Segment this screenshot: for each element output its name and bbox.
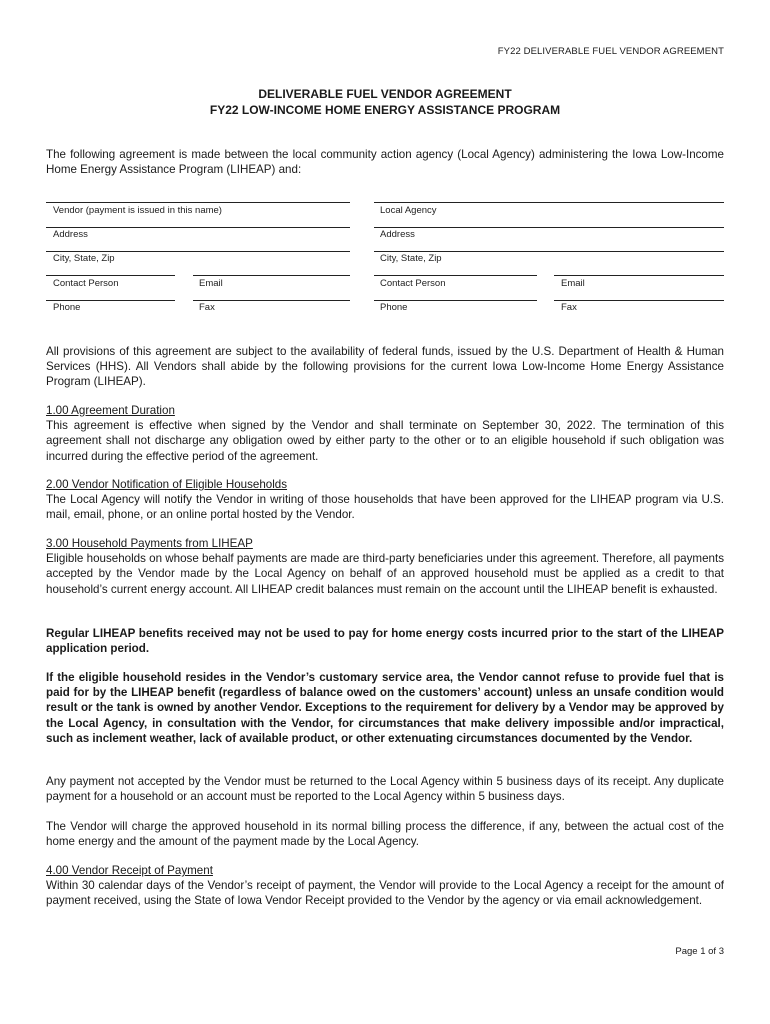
section-1-heading: 1.00 Agreement Duration — [46, 404, 175, 417]
section-3-paragraph-4: The Vendor will charge the approved household in its normal billing process the difference, if any, between the actual cost of the home energy and the amount of the payment made by the Local Agency. — [46, 820, 724, 849]
running-header: FY22 DELIVERABLE FUEL VENDOR AGREEMENT — [497, 46, 724, 57]
section-4-heading: 4.00 Vendor Receipt of Payment — [46, 864, 213, 877]
section-2-body: The Local Agency will notify the Vendor in writing of those households that have been approved for the LIHEAP program via U.S. mail, email, phone, or an online portal hosted by the Vendor. — [46, 493, 724, 522]
vendor-phone-label: Phone — [53, 302, 81, 313]
document-subtitle: FY22 LOW-INCOME HOME ENERGY ASSISTANCE PROGRAM — [209, 103, 561, 117]
agency-name-label: Local Agency — [380, 205, 437, 216]
agency-email-label: Email — [561, 278, 585, 289]
agency-phone-line[interactable] — [374, 300, 537, 301]
document-title: DELIVERABLE FUEL VENDOR AGREEMENT — [258, 87, 512, 101]
section-1-body: This agreement is effective when signed by the Vendor and shall terminate on September 30, 2022. The termination of this agreement shall not discharge any obligation owed by either party to the other or to an eligible household if such obligation was incurred during the effective period of the agreement. — [46, 419, 724, 463]
agency-fax-label: Fax — [561, 302, 577, 313]
section-4 — [46, 863, 724, 909]
page-number: Page 1 of 3 — [675, 946, 724, 957]
agency-phone-label: Phone — [380, 302, 408, 313]
agency-address-label: Address — [380, 229, 415, 240]
vendor-address-line[interactable] — [46, 227, 350, 228]
agency-city-line[interactable] — [374, 251, 724, 252]
vendor-city-line[interactable] — [46, 251, 350, 252]
agency-contact-label: Contact Person — [380, 278, 446, 289]
agency-address-line[interactable] — [374, 227, 724, 228]
vendor-contact-line[interactable] — [46, 275, 175, 276]
provisions-paragraph: All provisions of this agreement are subject to the availability of federal funds, issued by the U.S. Department of Health & Human Services (HHS). All Vendors shall abide by the following provisions for the current Iowa Low-Income Home Energy Assistance Program (LIHEAP). — [46, 345, 724, 389]
vendor-fax-label: Fax — [199, 302, 215, 313]
vendor-address-label: Address — [53, 229, 88, 240]
vendor-contact-label: Contact Person — [53, 278, 119, 289]
section-2-heading: 2.00 Vendor Notification of Eligible Households — [46, 478, 288, 491]
section-3 — [46, 536, 724, 597]
agency-email-line[interactable] — [554, 275, 724, 276]
vendor-email-label: Email — [199, 278, 223, 289]
vendor-name-line[interactable] — [46, 202, 350, 203]
vendor-city-label: City, State, Zip — [53, 253, 115, 264]
agency-contact-line[interactable] — [374, 275, 537, 276]
agency-name-line[interactable] — [374, 202, 724, 203]
agency-fax-line[interactable] — [554, 300, 724, 301]
section-3-paragraph-3: Any payment not accepted by the Vendor must be returned to the Local Agency within 5 business days of its receipt. Any duplicate payment for a household or an account must be reported to the Local Agency within 5 business days. — [46, 775, 724, 804]
vendor-name-label: Vendor (payment is issued in this name) — [53, 205, 222, 216]
section-3-bold-note-1: Regular LIHEAP benefits received may not be used to pay for home energy costs incurred prior to the start of the LIHEAP application period. — [46, 627, 724, 656]
vendor-phone-line[interactable] — [46, 300, 175, 301]
section-2 — [46, 477, 724, 523]
section-3-heading: 3.00 Household Payments from LIHEAP — [46, 537, 253, 550]
section-4-body: Within 30 calendar days of the Vendor’s receipt of payment, the Vendor will provide to the Local Agency a receipt for the amount of payment received, using the State of Iowa Vendor Receipt provided to the Vendor by the agency or via email acknowledgement. — [46, 879, 724, 908]
intro-paragraph: The following agreement is made between the local community action agency (Local Agency) administering the Iowa Low-Income Home Energy Assistance Program (LIHEAP) and: — [46, 148, 724, 177]
section-3-body: Eligible households on whose behalf payments are made are third-party beneficiaries under this agreement. Therefore, all payments accepted by the Vendor made by the Local Agency on behalf of an approved household must be applied as a credit to that household’s current energy account. All LIHEAP credit balances must remain on the account until the LIHEAP benefit is exhausted. — [46, 552, 724, 596]
section-1 — [46, 403, 724, 464]
agency-city-label: City, State, Zip — [380, 253, 442, 264]
section-3-bold-note-2: If the eligible household resides in the Vendor’s customary service area, the Vendor cannot refuse to provide fuel that is paid for by the LIHEAP benefit (regardless of balance owed on the customers’ account) unless an unsafe condition would result or the tank is owned by another Vendor. Exceptions to the requirement for delivery by a Vendor may be approved by the Local Agency, in consultation with the Vendor, for circumstances that make delivery impossible and/or impractical, such as inclement weather, lack of available product, or other extenuating circumstances documented by the Vendor. — [46, 671, 724, 745]
vendor-email-line[interactable] — [193, 275, 350, 276]
vendor-fax-line[interactable] — [193, 300, 350, 301]
